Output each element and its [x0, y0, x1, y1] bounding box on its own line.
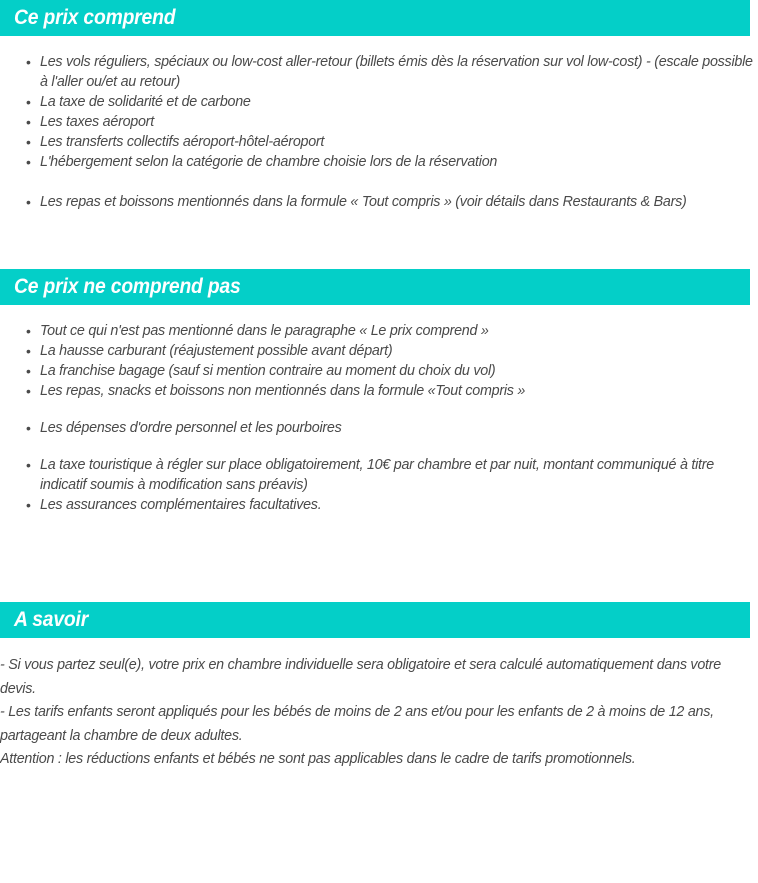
- section-header-not-included: [0, 269, 750, 305]
- good-to-know-text-block: [0, 654, 758, 772]
- spacer-between-sections-1-2: [0, 212, 758, 269]
- not-included-list: [0, 321, 758, 515]
- list-item: • L'hébergement selon la catégorie de chambre choisie lors de la réservation: [0, 152, 758, 172]
- section-header-included: [0, 0, 750, 36]
- note-paragraph: Attention : les réductions enfants et bébés ne sont pas applicables dans le cadre de tarifs promotionnels.: [0, 751, 636, 767]
- list-item: • Les vols réguliers, spéciaux ou low-cost aller-retour (billets émis dès la réservation sur vol low-cost) - (escale possible à l'aller ou/et au retour): [0, 52, 758, 92]
- spacer-between-sections-2-3: [0, 515, 758, 602]
- spacer-after-included-header: [0, 36, 758, 52]
- list-item: • Les repas et boissons mentionnés dans la formule « Tout compris » (voir détails dans Restaurants & Bars): [0, 192, 758, 212]
- list-item: • Tout ce qui n'est pas mentionné dans le paragraphe « Le prix comprend »: [0, 321, 758, 341]
- list-item: • La taxe de solidarité et de carbone: [0, 92, 758, 112]
- note-paragraph: - Les tarifs enfants seront appliqués pour les bébés de moins de 2 ans et/ou pour les enfants de 2 à moins de 12 ans, partageant la chambre de deux adultes.: [0, 704, 714, 744]
- spacer-after-good-to-know-header: [0, 638, 758, 654]
- section-title-good-to-know: A savoir: [14, 608, 89, 631]
- section-title-included: Ce prix comprend: [14, 6, 176, 29]
- included-list: [0, 52, 758, 212]
- list-item: • Les taxes aéroport: [0, 112, 758, 132]
- note-paragraph: - Si vous partez seul(e), votre prix en chambre individuelle sera obligatoire et sera calculé automatiquement dans votre devis.: [0, 657, 721, 697]
- list-item: • La hausse carburant (réajustement possible avant départ): [0, 341, 758, 361]
- list-item: • La franchise bagage (sauf si mention contraire au moment du choix du vol): [0, 361, 758, 381]
- spacer-after-not-included-header: [0, 305, 758, 321]
- section-title-not-included: Ce prix ne comprend pas: [14, 275, 241, 298]
- list-item: • Les transferts collectifs aéroport-hôtel-aéroport: [0, 132, 758, 152]
- included-list-wrapper: [0, 52, 758, 212]
- list-item: • La taxe touristique à régler sur place obligatoirement, 10€ par chambre et par nuit, montant communiqué à titre indicatif soumis à modification sans préavis): [0, 455, 758, 495]
- list-item: • Les assurances complémentaires facultatives.: [0, 495, 758, 515]
- list-item: • Les dépenses d'ordre personnel et les pourboires: [0, 418, 758, 438]
- not-included-list-wrapper: [0, 321, 758, 515]
- section-header-good-to-know: [0, 602, 750, 638]
- list-item: • Les repas, snacks et boissons non mentionnés dans la formule «Tout compris »: [0, 381, 758, 401]
